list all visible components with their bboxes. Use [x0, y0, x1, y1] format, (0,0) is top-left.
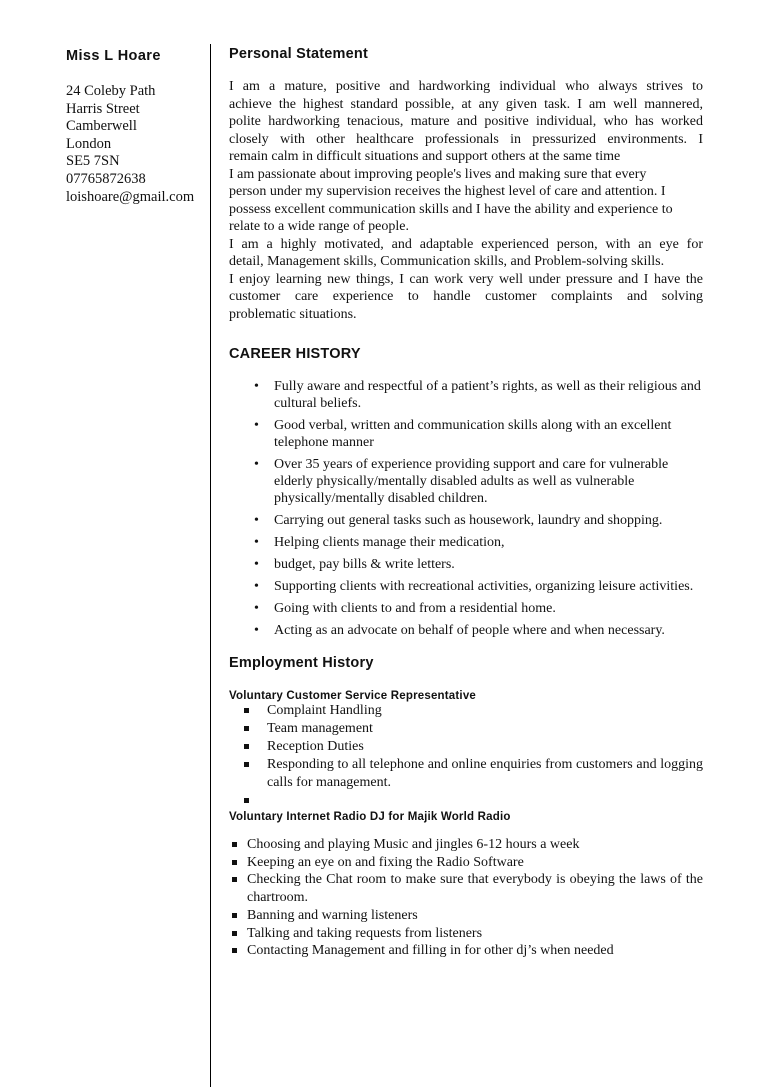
list-item: Contacting Management and filling in for other dj’s when needed — [247, 942, 703, 960]
list-item: • Good verbal, written and communication skills along with an excellent telephone manner — [274, 417, 703, 451]
job-title: Voluntary Customer Service Representative — [229, 690, 477, 702]
contact-details — [66, 83, 206, 206]
statement-line: achieve the highest standard possible, at any given task. I am well mannered, — [229, 96, 703, 112]
phone-number: 07765872638 — [66, 170, 146, 187]
list-item: • Helping clients manage their medication, — [274, 534, 703, 551]
contact-sidebar — [66, 48, 206, 206]
statement-line: detail, Management skills, Communication skills, and Problem-solving skills. — [229, 254, 665, 269]
list-item: • Going with clients to and from a residential home. — [274, 600, 703, 617]
list-item: Choosing and playing Music and jingles 6-12 hours a week — [247, 836, 703, 854]
career-history-list — [229, 378, 703, 639]
list-item: • Over 35 years of experience providing support and care for vulnerable elderly physically/mentally disabled adults as well as vulnerable physically/mentally disabled children. — [274, 456, 703, 507]
list-item: • budget, pay bills & write letters. — [274, 556, 703, 573]
statement-line: problematic situations. — [229, 306, 357, 322]
address-line: Harris Street — [66, 100, 140, 117]
personal-statement-text — [229, 78, 703, 323]
career-history-heading: CAREER HISTORY — [229, 346, 361, 362]
list-item: • Supporting clients with recreational activities, organizing leisure activities. — [274, 578, 703, 595]
candidate-name: Miss L Hoare — [66, 48, 161, 64]
statement-line: I am a highly motivated, and adaptable experienced person, with an eye for — [229, 236, 703, 252]
statement-line: possess excellent communication skills and I have the ability and experience to — [229, 201, 673, 217]
statement-line: I am passionate about improving people's lives and making sure that every — [229, 166, 647, 182]
list-item: • Carrying out general tasks such as housework, laundry and shopping. — [274, 512, 703, 529]
list-item: Responding to all telephone and online enquiries from customers and logging calls for management. — [267, 757, 703, 790]
job-duties-list — [229, 702, 703, 811]
list-item: Checking the Chat room to make sure that everybody is obeying the laws of the chartroom. — [247, 872, 703, 906]
statement-line: I enjoy learning new things, I can work very well under pressure and I have the — [229, 271, 703, 287]
employment-history-heading: Employment History — [229, 655, 374, 671]
statement-line: polite hardworking tenacious, mature and positive individual, who has worked — [229, 114, 703, 129]
empty-list-item — [267, 792, 703, 811]
statement-line: relate to a wide range of people. — [229, 219, 409, 234]
main-content — [229, 46, 703, 960]
statement-line: person under my supervision receives the highest level of care and attention. I — [229, 184, 666, 199]
statement-line: remain calm in difficult situations and support others at the same time — [229, 149, 621, 164]
column-divider — [210, 44, 211, 1087]
job-title: Voluntary Internet Radio DJ for Majik World Radio — [229, 811, 511, 823]
list-item: • Acting as an advocate on behalf of people where and when necessary. — [274, 622, 703, 639]
list-item: Banning and warning listeners — [247, 907, 703, 925]
statement-line: customer care experience to handle customer complaints and solving — [229, 289, 703, 304]
list-item: Team management — [267, 720, 703, 738]
list-item: • Fully aware and respectful of a patient’s rights, as well as their religious and cultural beliefs. — [274, 378, 703, 412]
address-line: London — [66, 135, 112, 152]
list-item: Talking and taking requests from listeners — [247, 925, 703, 943]
statement-line: closely with other healthcare professionals in pressurized environments. I — [229, 131, 703, 147]
personal-statement-heading: Personal Statement — [229, 46, 368, 62]
email-address: loishoare@gmail.com — [66, 188, 195, 205]
list-item: Reception Duties — [267, 738, 703, 756]
address-line: 24 Coleby Path — [66, 83, 156, 99]
address-line: Camberwell — [66, 118, 137, 135]
postcode: SE5 7SN — [66, 153, 120, 170]
list-item: Keeping an eye on and fixing the Radio Software — [247, 854, 703, 872]
list-item: Complaint Handling — [267, 702, 703, 720]
statement-line: I am a mature, positive and hardworking individual who always strives to — [229, 79, 703, 94]
job-duties-list — [229, 836, 703, 960]
